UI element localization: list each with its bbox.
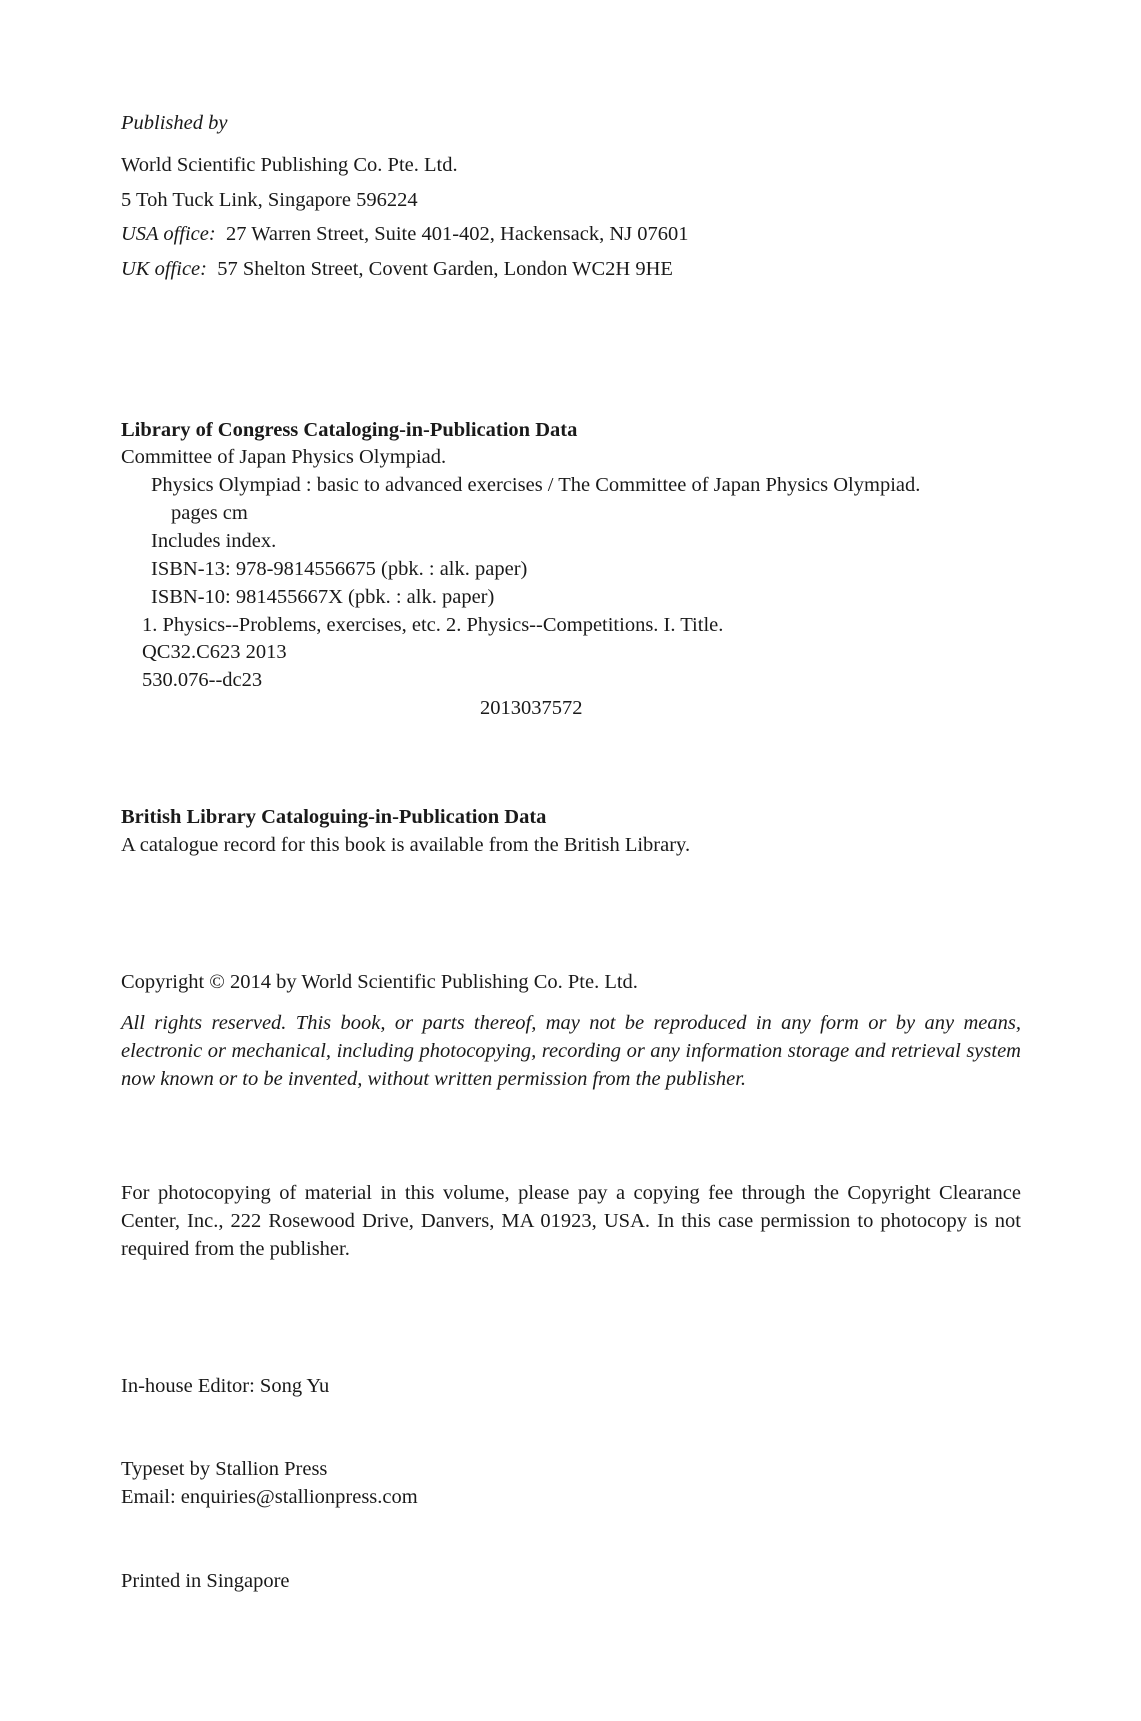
publisher-address: 5 Toh Tuck Link, Singapore 596224 [121,189,418,211]
typeset-by: Typeset by Stallion Press [121,1458,328,1480]
loc-isbn10: ISBN-10: 981455667X (pbk. : alk. paper) [151,586,495,608]
uk-office-line [121,259,673,280]
copyright-line: Copyright © 2014 by World Scientific Publishing Co. Pte. Ltd. [121,971,638,993]
usa-office-label: USA office: [121,223,216,245]
loc-heading: Library of Congress Cataloging-in-Publication Data [121,419,578,441]
loc-control-number: 2013037572 [480,697,583,719]
loc-isbn13: ISBN-13: 978-9814556675 (pbk. : alk. paper) [151,558,528,580]
loc-author: Committee of Japan Physics Olympiad. [121,446,447,468]
bl-text: A catalogue record for this book is available from the British Library. [121,834,691,856]
rights-notice: All rights reserved. This book, or parts thereof, may not be reproduced in any form or by any means, electronic or mechanical, including photocopying, recording or any information storage and retrieval system now known or to be invented, without written permission from the publisher. [121,1012,1021,1090]
loc-index: Includes index. [151,530,277,552]
uk-office-address: 57 Shelton Street, Covent Garden, London WC2H 9HE [217,258,673,280]
loc-lcc: QC32.C623 2013 [142,641,287,663]
loc-subjects: 1. Physics--Problems, exercises, etc. 2. Physics--Competitions. I. Title. [142,614,724,636]
editor-line: In-house Editor: Song Yu [121,1375,330,1397]
bl-heading: British Library Cataloguing-in-Publication Data [121,806,547,828]
photocopy-notice: For photocopying of material in this volume, please pay a copying fee through the Copyright Clearance Center, Inc., 222 Rosewood Drive, Danvers, MA 01923, USA. In this case permission to photocopy is not required from the publisher. [121,1182,1021,1260]
printed-in: Printed in Singapore [121,1570,290,1592]
published-by-label: Published by [121,112,228,134]
loc-pages: pages cm [171,502,248,524]
usa-office-address: 27 Warren Street, Suite 401-402, Hackensack, NJ 07601 [225,223,689,245]
uk-office-label: UK office: [121,258,207,280]
loc-title: Physics Olympiad : basic to advanced exercises / The Committee of Japan Physics Olympiad. [151,474,921,496]
publisher-name: World Scientific Publishing Co. Pte. Ltd. [121,154,458,176]
loc-ddc: 530.076--dc23 [142,669,263,691]
usa-office-line [121,224,688,245]
typeset-email: Email: enquiries@stallionpress.com [121,1486,418,1508]
